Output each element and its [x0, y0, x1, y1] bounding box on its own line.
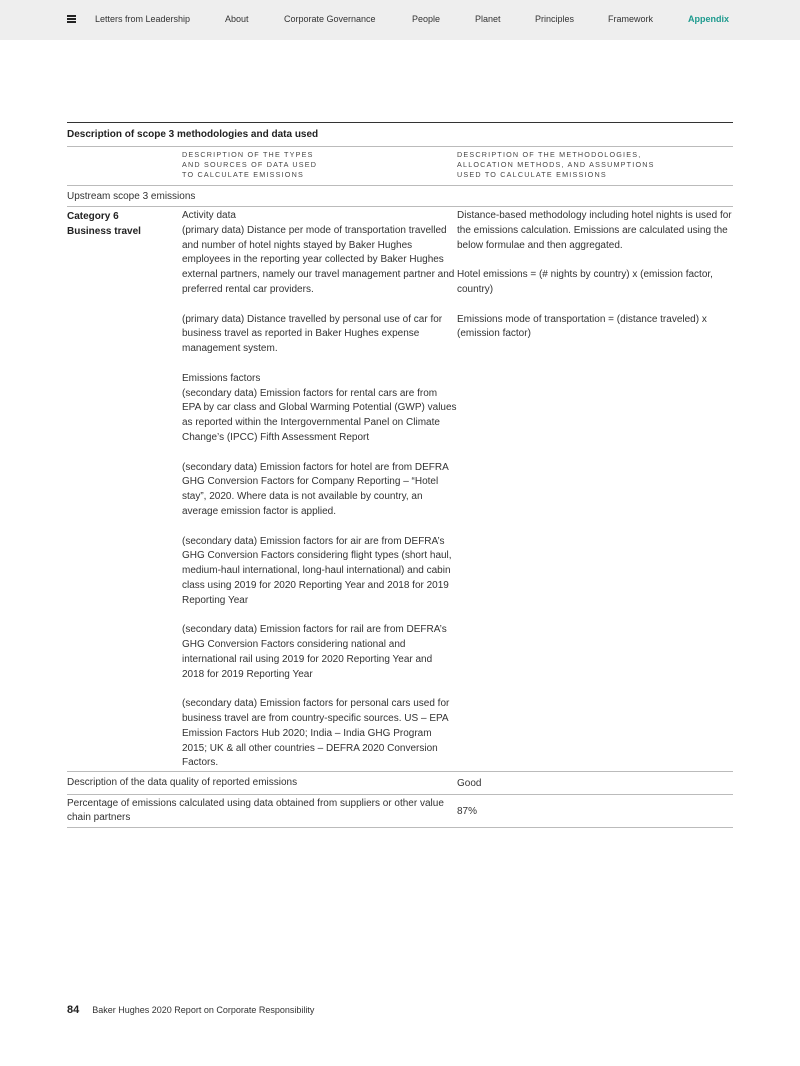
- header-data-sources: DESCRIPTION OF THE TYPES AND SOURCES OF DATA USED TO CALCULATE EMISSIONS: [182, 150, 318, 179]
- footer-text: Baker Hughes 2020 Report on Corporate Responsibility: [92, 1005, 315, 1015]
- nav-item-about[interactable]: About: [225, 14, 249, 24]
- data-quality-value: Good: [457, 777, 482, 789]
- method-paragraph: Distance-based methodology including hotel nights is used for the emissions calculation. Emissions are calculated using the below formulae and then aggregated.: [457, 210, 732, 251]
- data-paragraph: (secondary data) Emission factors for personal cars used for business travel are from country-specific sources. US – EPA Emission Factors Hub 2020; India – India GHG Program 2015; UK & all other countries – DEFRA 2020 Conversion Factors.: [182, 698, 450, 769]
- table-row: [67, 795, 733, 828]
- nav-item-governance[interactable]: Corporate Governance: [284, 14, 376, 24]
- nav-item-people[interactable]: People: [412, 14, 441, 24]
- section-label: Upstream scope 3 emissions: [67, 186, 733, 207]
- data-quality-label: Description of the data quality of reported emissions: [67, 777, 298, 789]
- nav-item-planet[interactable]: Planet: [475, 14, 501, 24]
- table-row: [67, 772, 733, 795]
- data-paragraph: (primary data) Distance travelled by personal use of car for business travel as reported in Baker Hughes expense management system.: [182, 313, 443, 355]
- nav-item-letters[interactable]: Letters from Leadership: [95, 14, 191, 24]
- page-footer: [67, 1004, 314, 1016]
- scope3-table: [67, 122, 733, 828]
- nav-item-framework[interactable]: Framework: [608, 14, 654, 24]
- hamburger-menu-icon[interactable]: [67, 15, 76, 23]
- data-paragraph: Activity data (primary data) Distance per mode of transportation travelled and number of hotel nights stayed by Baker Hughes employees in the reporting year collected by Baker Hughes external partners, namely our travel management partner and preferred rental car providers.: [182, 210, 455, 295]
- table-title: Description of scope 3 methodologies and data used: [67, 123, 733, 147]
- data-paragraph: Emissions factors (secondary data) Emission factors for rental cars are from EPA by car class and Global Warming Potential (GWP) values as reported within the Intergovernmental Panel on Climate Change’s (IPCC) Fifth Assessment Report: [182, 372, 457, 443]
- methodology-cell: [457, 209, 733, 771]
- nav-item-principles[interactable]: Principles: [535, 14, 575, 24]
- page-number: 84: [67, 1004, 80, 1016]
- method-paragraph: Emissions mode of transportation = (distance traveled) x (emission factor): [457, 313, 707, 340]
- category-label: Category 6 Business travel: [67, 211, 141, 237]
- data-sources-cell: [182, 209, 457, 771]
- header-methodologies: DESCRIPTION OF THE METHODOLOGIES, ALLOCATION METHODS, AND ASSUMPTIONS USED TO CALCULATE EMISSIONS: [457, 150, 655, 179]
- percentage-value: 87%: [457, 805, 478, 817]
- percentage-label: Percentage of emissions calculated using data obtained from suppliers or other value chain partners: [67, 798, 444, 824]
- data-paragraph: (secondary data) Emission factors for air are from DEFRA’s GHG Conversion Factors considering flight types (short haul, medium-haul international, long-haul international) and cabin class using 2019 for 2020 Reporting Year and 2018 for 2019 Reporting Year: [182, 535, 452, 606]
- table-row: [67, 207, 733, 772]
- data-paragraph: (secondary data) Emission factors for hotel are from DEFRA GHG Conversion Factors for Company Reporting – “Hotel stay”, 2020. Where data is not available by country, an average emission factor is applied.: [182, 461, 449, 517]
- nav-item-appendix[interactable]: Appendix: [688, 14, 730, 24]
- top-navigation: [0, 0, 800, 40]
- table-header-row: [67, 147, 733, 186]
- data-paragraph: (secondary data) Emission factors for rail are from DEFRA’s GHG Conversion Factors considering national and international rail using 2019 for 2020 Reporting Year and 2018 for 2019 Reporting Year: [182, 624, 447, 680]
- method-paragraph: Hotel emissions = (# nights by country) x (emission factor, country): [457, 269, 713, 295]
